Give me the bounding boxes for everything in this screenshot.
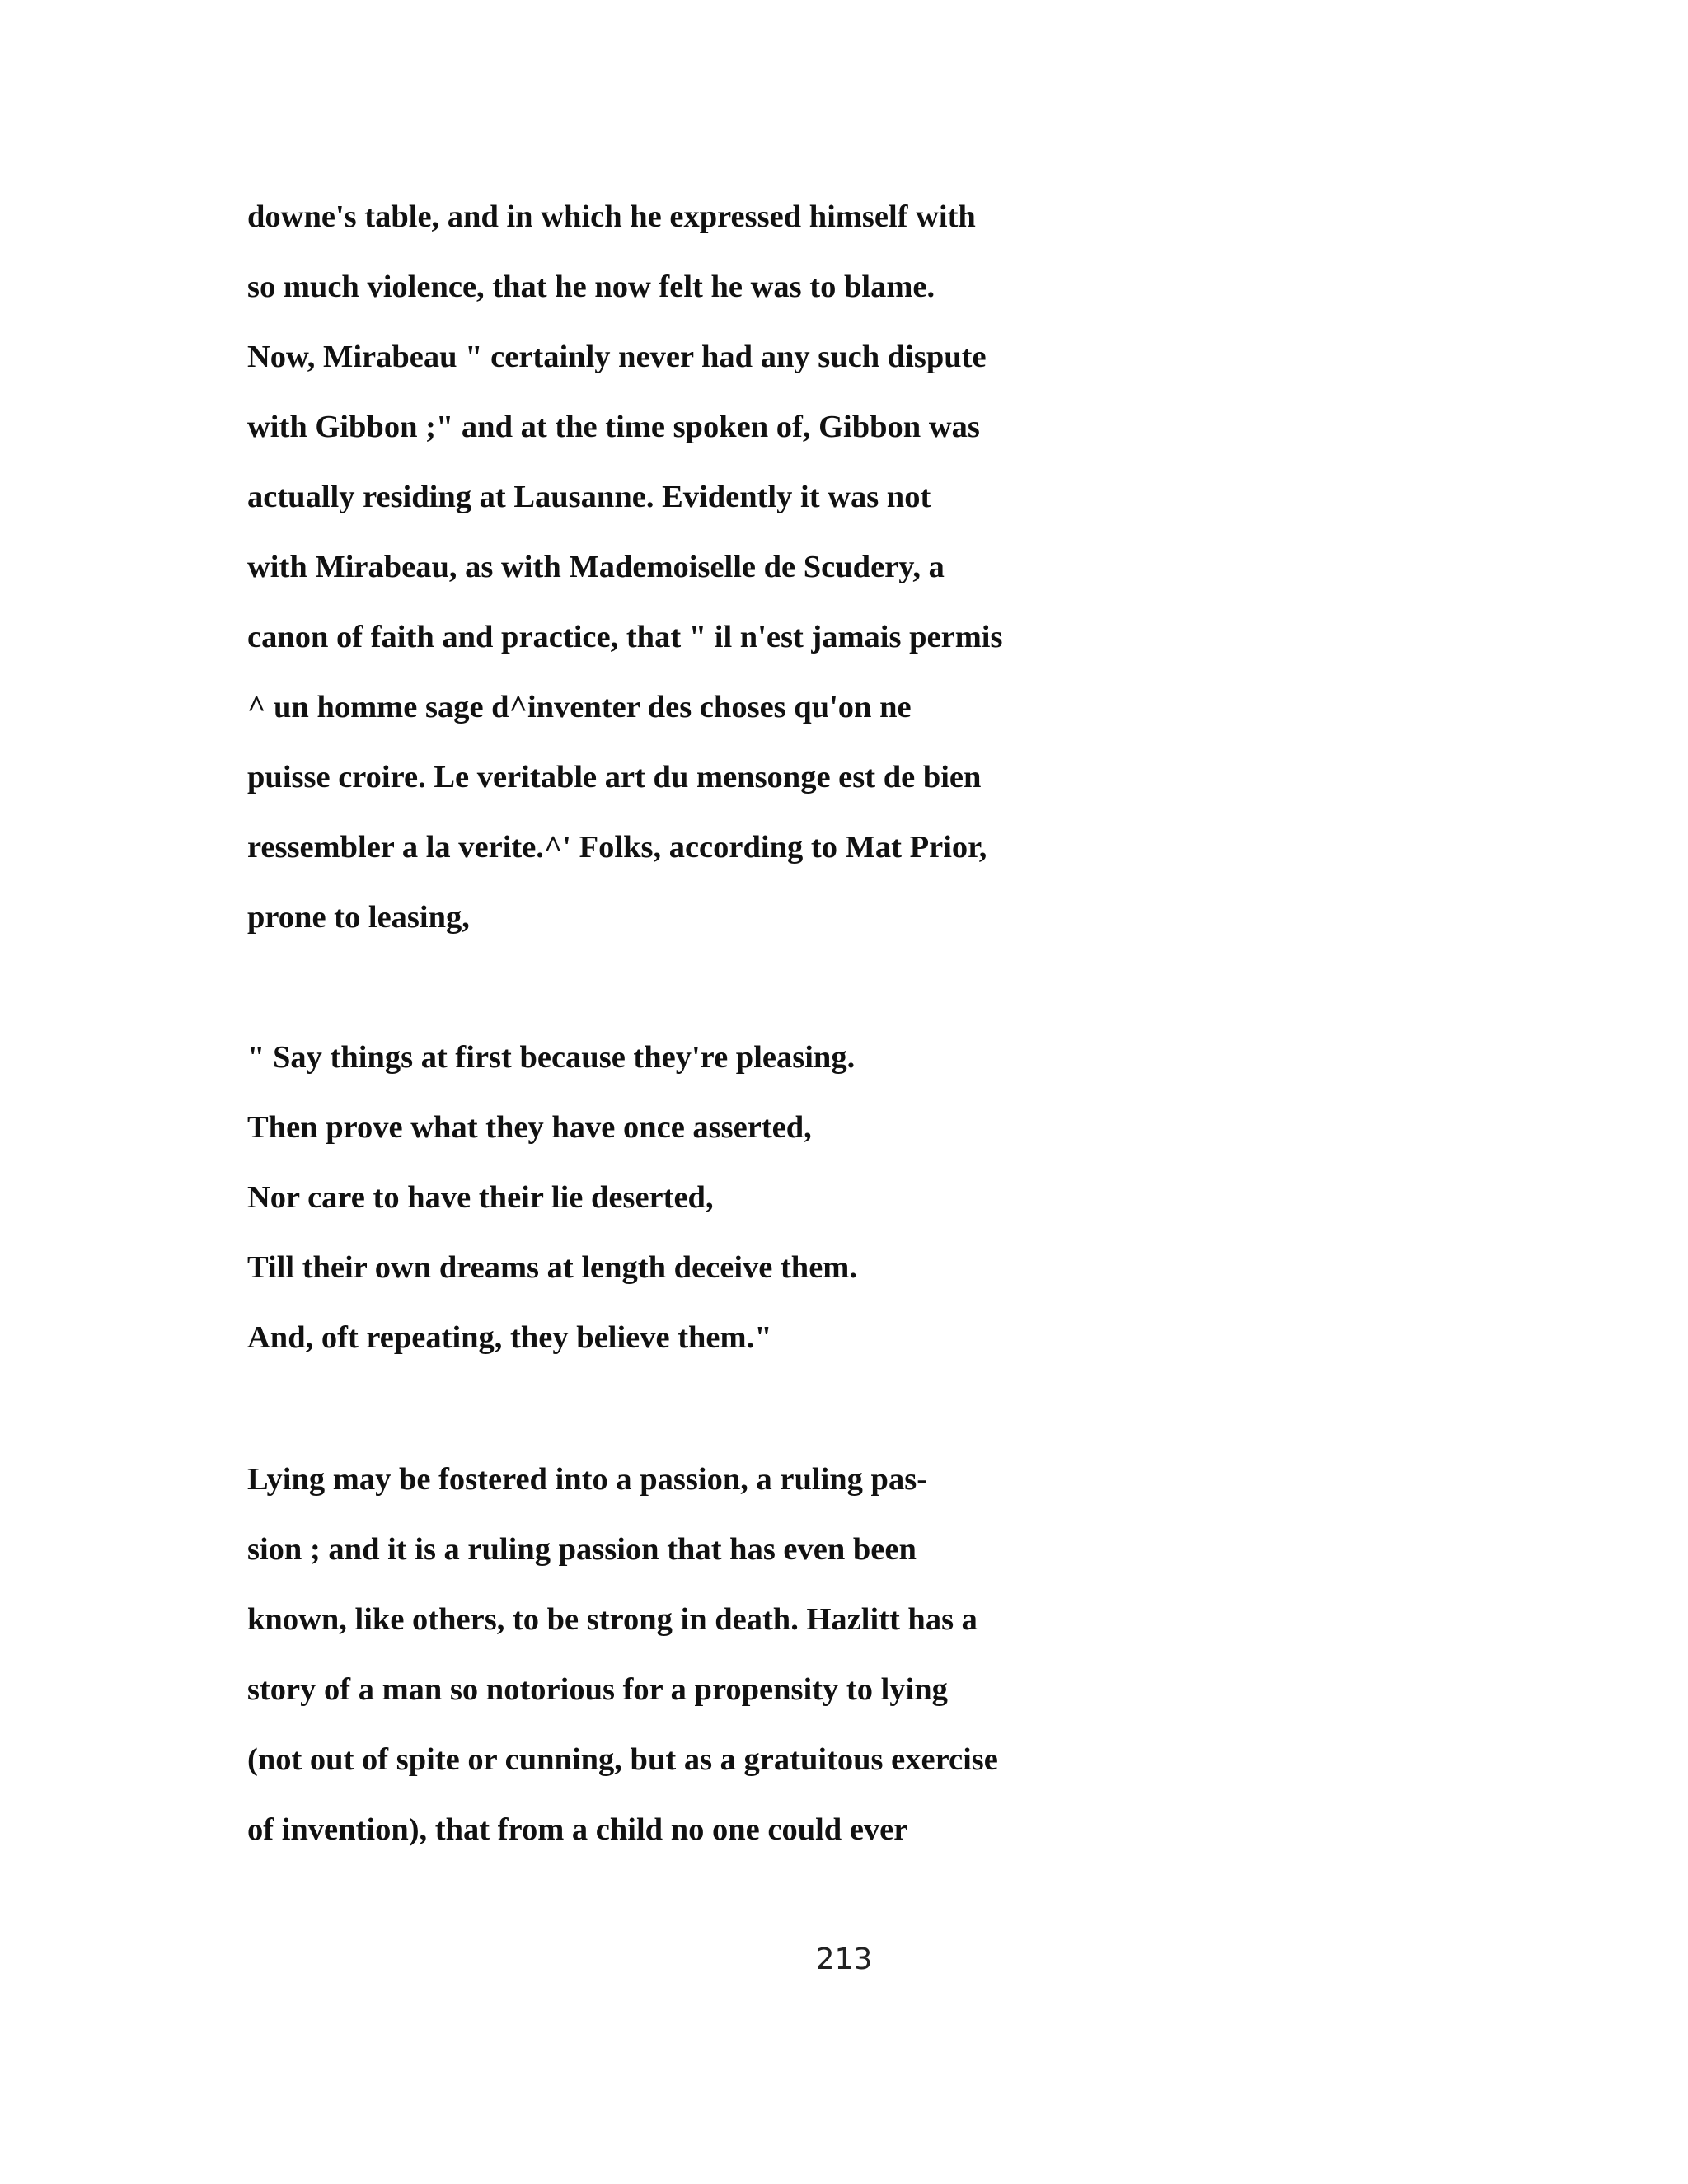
text-line: downe's table, and in which he expressed himself with <box>247 199 976 234</box>
text-line: actually residing at Lausanne. Evidently it was not <box>247 480 931 514</box>
text-line: (not out of spite or cunning, but as a gratuitous exercise <box>247 1742 998 1777</box>
text-line: ^ un homme sage d^inventer des choses qu'on ne <box>247 690 912 724</box>
text-line: story of a man so notorious for a propensity to lying <box>247 1672 948 1707</box>
text-line: canon of faith and practice, that " il n'est jamais permis <box>247 620 1003 654</box>
text-line: sion ; and it is a ruling passion that has even been <box>247 1532 917 1567</box>
text-line: ressembler a la verite.^' Folks, according to Mat Prior, <box>247 830 987 865</box>
verse-line: Nor care to have their lie deserted, <box>247 1180 714 1215</box>
text-line: Now, Mirabeau " certainly never had any such dispute <box>247 340 987 374</box>
text-line: of invention), that from a child no one could ever <box>247 1812 908 1847</box>
text-line: so much violence, that he now felt he was to blame. <box>247 269 935 304</box>
verse-line: And, oft repeating, they believe them." <box>247 1320 772 1355</box>
text-line: known, like others, to be strong in death. Hazlitt has a <box>247 1602 978 1637</box>
text-line: with Gibbon ;" and at the time spoken of, Gibbon was <box>247 410 980 444</box>
verse-line: Till their own dreams at length deceive them. <box>247 1250 857 1285</box>
text-line: with Mirabeau, as with Mademoiselle de Scudery, a <box>247 550 945 584</box>
text-line: puisse croire. Le veritable art du mensonge est de bien <box>247 760 982 794</box>
text-line: Lying may be fostered into a passion, a ruling pas- <box>247 1462 928 1497</box>
page-number: 213 <box>815 1943 873 1976</box>
verse-line: Then prove what they have once asserted, <box>247 1110 812 1145</box>
verse-line: " Say things at first because they're pleasing. <box>247 1040 856 1075</box>
text-line: prone to leasing, <box>247 900 470 935</box>
